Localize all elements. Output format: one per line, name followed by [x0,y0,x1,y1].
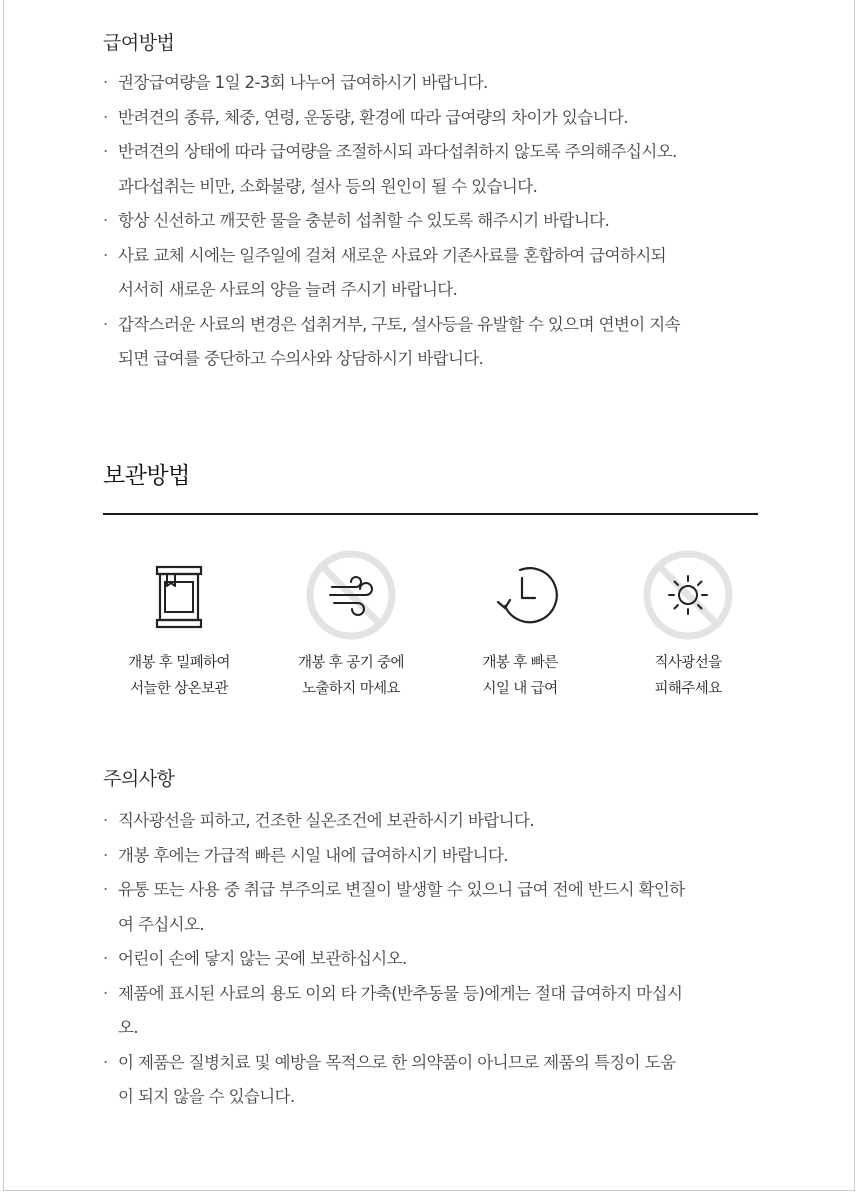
list-item: · 제품에 표시된 사료의 용도 이외 타 가축(반추동물 등)에게는 절대 급여하지 마십시 오. [103,977,758,1046]
no-sunlight-icon [643,550,733,640]
list-item: · 항상 신선하고 깨끗한 물을 충분히 섭취할 수 있도록 해주시기 바랍니다. [103,204,758,239]
feeding-list [103,66,758,377]
sealed-can-icon [134,550,224,640]
storage-icon-item [603,550,773,702]
icon-caption: 개봉 후 공기 중에 노출하지 마세요 [298,655,404,697]
list-item: · 이 제품은 질병치료 및 예방을 목적으로 한 의약품이 아니므로 제품의 특징이 도움 이 되지 않을 수 있습니다. [103,1046,758,1115]
storage-icon-item [94,550,264,702]
feeding-list-wrap [103,66,758,377]
feeding-title: 급여방법 [103,32,175,54]
caution-list-wrap [103,804,758,1115]
feeding-section [103,28,758,55]
list-item: · 개봉 후에는 가급적 빠른 시일 내에 급여하시기 바랍니다. [103,839,758,874]
storage-title: 보관방법 [103,463,190,489]
no-air-icon [306,550,396,640]
clock-icon [475,550,565,640]
list-item: · 반려견의 종류, 체중, 연령, 운동량, 환경에 따라 급여량의 차이가 있습니다. [103,101,758,136]
list-item: · 갑작스러운 사료의 변경은 섭취거부, 구토, 설사등을 유발할 수 있으며 연변이 지속 되면 급여를 중단하고 수의사와 상담하시기 바랍니다. [103,308,758,377]
caution-title: 주의사항 [103,768,175,790]
storage-icons [103,550,758,720]
icon-caption: 직사광선을 피해주세요 [654,655,722,697]
storage-icon-item [435,550,605,702]
list-item: · 직사광선을 피하고, 건조한 실온조건에 보관하시기 바랍니다. [103,804,758,839]
storage-icon-item [266,550,436,702]
icon-caption: 개봉 후 빠른 시일 내 급여 [482,655,558,697]
icon-caption: 개봉 후 밀폐하여 서늘한 상온보관 [128,655,230,697]
list-item: · 권장급여량을 1일 2-3회 나누어 급여하시기 바랍니다. [103,66,758,101]
list-item: · 반려견의 상태에 따라 급여량을 조절하시되 과다섭취하지 않도록 주의해주십시오. 과다섭취는 비만, 소화불량, 설사 등의 원인이 될 수 있습니다. [103,135,758,204]
list-item: · 어린이 손에 닿지 않는 곳에 보관하십시오. [103,942,758,977]
storage-section [103,457,758,490]
caution-list [103,804,758,1115]
storage-divider [103,513,758,515]
list-item: · 사료 교체 시에는 일주일에 걸쳐 새로운 사료와 기존사료를 혼합하여 급여하시되 서서히 새로운 사료의 양을 늘려 주시기 바랍니다. [103,239,758,308]
list-item: · 유통 또는 사용 중 취급 부주의로 변질이 발생할 수 있으니 급여 전에 반드시 확인하 여 주십시오. [103,873,758,942]
caution-section [103,764,758,791]
